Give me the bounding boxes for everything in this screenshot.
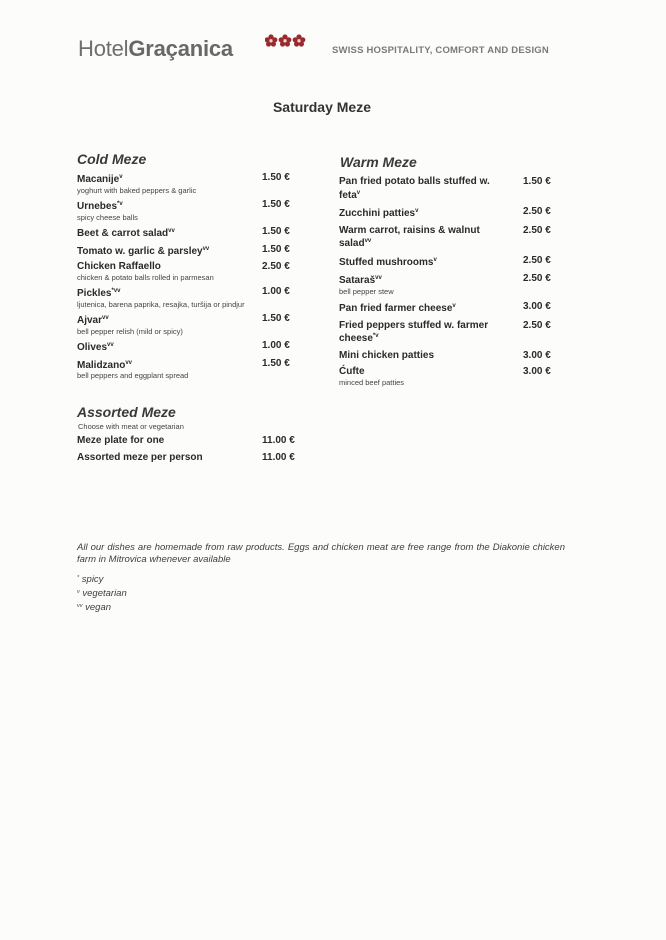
menu-item-name — [339, 225, 509, 250]
menu-item-description: bell peppers and eggplant spread — [77, 371, 189, 380]
menu-item-text — [77, 261, 252, 282]
menu-item-text — [339, 225, 509, 250]
menu-item — [339, 273, 599, 296]
menu-item-name-text: Urnebes — [77, 201, 118, 212]
menu-item-name-text: Meze plate for one — [77, 435, 165, 446]
page-title: Saturday Meze — [272, 99, 372, 115]
diet-mark: v — [452, 303, 456, 309]
menu-item — [77, 435, 337, 447]
menu-item-text — [339, 206, 509, 220]
menu-item-price: 1.50 € — [262, 243, 290, 255]
menu-item-price: 2.50 € — [523, 224, 551, 236]
menu-item-name-text: Fried peppers stuffed w. farmer cheese — [339, 319, 489, 344]
menu-item-price: 1.50 € — [262, 313, 290, 324]
diet-mark: *v — [117, 201, 123, 207]
menu-item-name-text: Assorted meze per person — [77, 451, 203, 463]
menu-item — [339, 206, 599, 220]
legend-text: spicy — [79, 574, 104, 585]
diet-mark: *v — [372, 333, 379, 339]
menu-item-text — [77, 226, 252, 240]
menu-item-name — [77, 261, 252, 273]
menu-item-price: 3.00 € — [523, 301, 551, 312]
menu-item-price: 1.50 € — [262, 357, 290, 369]
menu-item-name-text: Macanije — [77, 174, 120, 185]
menu-item-name-text: Pickles — [77, 288, 112, 299]
flower-icon — [293, 34, 306, 46]
menu-item-name — [339, 273, 509, 287]
flower-icon — [265, 34, 277, 46]
hotel-header — [78, 36, 578, 70]
menu-item-name-text: Tomato w. garlic & parsley — [77, 245, 203, 257]
menu-item-text — [339, 366, 509, 387]
menu-item — [339, 350, 599, 362]
menu-item-name-text: Pan fried potato balls stuffed w. feta — [339, 176, 490, 201]
legend-mark: vv — [77, 603, 83, 609]
flowers-logo-icon — [265, 33, 309, 49]
menu-item-name-text: Beet & carrot salad — [77, 228, 169, 239]
menu-item — [339, 366, 599, 387]
menu-item-description: ljutenica, barena paprika, resajka, turšija or pindjur — [77, 299, 245, 309]
legend-text: vegan — [82, 602, 112, 613]
menu-item-price: 11.00 € — [262, 451, 295, 463]
footer-note: All our dishes are homemade from raw products. Eggs and chicken meat are free range from the Diakonie chicken farm in Mitrovica whenever available — [77, 542, 565, 565]
brand-light: Hotel — [78, 36, 129, 61]
menu-item — [77, 452, 337, 464]
legend-mark: * — [77, 575, 80, 581]
menu-item-price: 2.50 € — [523, 319, 551, 331]
menu-item-name-text: Stuffed mushrooms — [339, 256, 434, 268]
menu-item — [77, 313, 337, 336]
menu-item-price: 3.00 € — [523, 366, 551, 377]
menu-item — [339, 320, 599, 345]
menu-item-description: minced beef patties — [339, 377, 405, 387]
menu-item-name — [339, 206, 509, 220]
menu-item-price: 1.50 € — [262, 172, 290, 183]
assorted-meze-list — [77, 435, 337, 468]
menu-item-name — [77, 199, 252, 213]
diet-mark: *vv — [111, 288, 121, 294]
diet-mark: vv — [364, 238, 372, 244]
menu-item-price: 2.50 € — [523, 206, 551, 217]
menu-item — [77, 340, 337, 354]
legend-text: vegetarian — [79, 588, 127, 599]
flower-icon — [279, 34, 292, 46]
menu-item-description: bell pepper stew — [339, 286, 394, 296]
menu-item-price: 2.50 € — [523, 273, 551, 284]
menu-item-text — [339, 273, 509, 296]
menu-item-name — [339, 350, 509, 362]
menu-item-text — [77, 244, 252, 258]
menu-item-name — [339, 366, 509, 378]
warm-meze-list — [339, 176, 599, 392]
menu-item — [339, 301, 599, 315]
menu-item-name-text: Zucchini patties — [339, 208, 416, 219]
menu-item-description: yoghurt with baked peppers & garlic — [77, 185, 197, 195]
diet-mark: v — [433, 256, 437, 263]
menu-item-text — [77, 358, 252, 381]
menu-item-name-text: Ajvar — [77, 315, 103, 326]
brand-bold: Graçanica — [128, 36, 233, 61]
menu-item-text — [339, 320, 509, 345]
menu-item — [339, 225, 599, 250]
menu-item — [339, 176, 599, 201]
menu-item-name — [77, 313, 252, 327]
hotel-logo — [78, 36, 233, 62]
cold-meze-list — [77, 172, 337, 385]
diet-mark: v — [119, 174, 123, 180]
legend-mark: v — [77, 589, 80, 595]
menu-item-text — [339, 176, 509, 201]
assorted-meze-title: Assorted Meze — [77, 404, 176, 420]
menu-item-price: 11.00 € — [262, 435, 295, 446]
menu-item-price: 1.50 € — [262, 226, 290, 237]
assorted-meze-subtitle: Choose with meat or vegetarian — [78, 422, 184, 431]
menu-item-name — [77, 226, 252, 240]
menu-item-description: bell pepper relish (mild or spicy) — [77, 326, 183, 336]
menu-item-text — [77, 435, 252, 447]
menu-item-price: 2.50 € — [523, 254, 551, 266]
menu-item-price: 1.50 € — [523, 176, 551, 187]
menu-item-name-text: Chicken Raffaello — [77, 261, 161, 272]
menu-item-text — [77, 313, 252, 336]
menu-item — [77, 244, 337, 258]
menu-item-price: 2.50 € — [262, 261, 290, 272]
menu-item-description: chicken & potato balls rolled in parmesan — [77, 272, 214, 282]
menu-item-description: spicy cheese balls — [77, 212, 138, 222]
menu-item-name — [77, 286, 252, 300]
menu-item-name — [339, 301, 509, 315]
diet-mark: vv — [202, 245, 210, 252]
menu-item-name — [77, 340, 252, 354]
menu-item-name — [77, 358, 252, 372]
legend — [77, 572, 127, 614]
menu-item-name — [339, 255, 509, 269]
menu-item-name-text: Malidzano — [77, 359, 126, 371]
menu-item — [77, 226, 337, 240]
menu-item-text — [339, 255, 509, 269]
menu-item-text — [339, 301, 509, 315]
menu-item-text — [77, 340, 252, 354]
menu-item-name-text: Sataraš — [339, 275, 376, 286]
menu-item-price: 1.00 € — [262, 286, 290, 297]
diet-mark: v — [356, 189, 361, 196]
menu-item-name — [339, 176, 509, 201]
menu-item-name-text: Pan fried farmer cheese — [339, 303, 453, 314]
legend-item — [77, 586, 127, 600]
menu-item-name-text: Olives — [77, 342, 108, 353]
menu-item — [339, 255, 599, 269]
diet-mark: vv — [375, 275, 382, 281]
cold-meze-title: Cold Meze — [77, 151, 147, 167]
menu-item-name-text: Ćufte — [339, 366, 365, 377]
menu-item — [77, 172, 337, 195]
diet-mark: v — [415, 208, 419, 214]
menu-item-text — [77, 199, 252, 222]
menu-item-price: 3.00 € — [523, 349, 551, 361]
menu-item-text — [77, 286, 252, 309]
menu-item-name — [339, 320, 509, 345]
menu-item-name — [77, 244, 252, 258]
menu-item-text — [77, 172, 252, 195]
menu-item — [77, 358, 337, 381]
menu-item — [77, 199, 337, 222]
warm-meze-title: Warm Meze — [340, 154, 417, 170]
legend-item — [77, 572, 127, 586]
menu-item-name — [77, 452, 252, 464]
menu-item — [77, 286, 337, 309]
hotel-tagline: SWISS HOSPITALITY, COMFORT AND DESIGN — [332, 45, 549, 56]
diet-mark: vv — [125, 359, 133, 366]
diet-mark: vv — [168, 228, 175, 234]
menu-item-name-text: Warm carrot, raisins & walnut salad — [339, 224, 480, 249]
menu-item-price: 1.50 € — [262, 199, 290, 210]
menu-item-text — [77, 452, 252, 464]
menu-item-name — [77, 172, 252, 186]
legend-item — [77, 600, 127, 614]
menu-item-name-text: Mini chicken patties — [339, 349, 435, 361]
menu-item — [77, 261, 337, 282]
menu-item-price: 1.00 € — [262, 340, 290, 351]
menu-item-text — [339, 350, 509, 362]
diet-mark: vv — [102, 315, 109, 321]
menu-item-name — [77, 435, 252, 447]
diet-mark: vv — [107, 342, 114, 348]
